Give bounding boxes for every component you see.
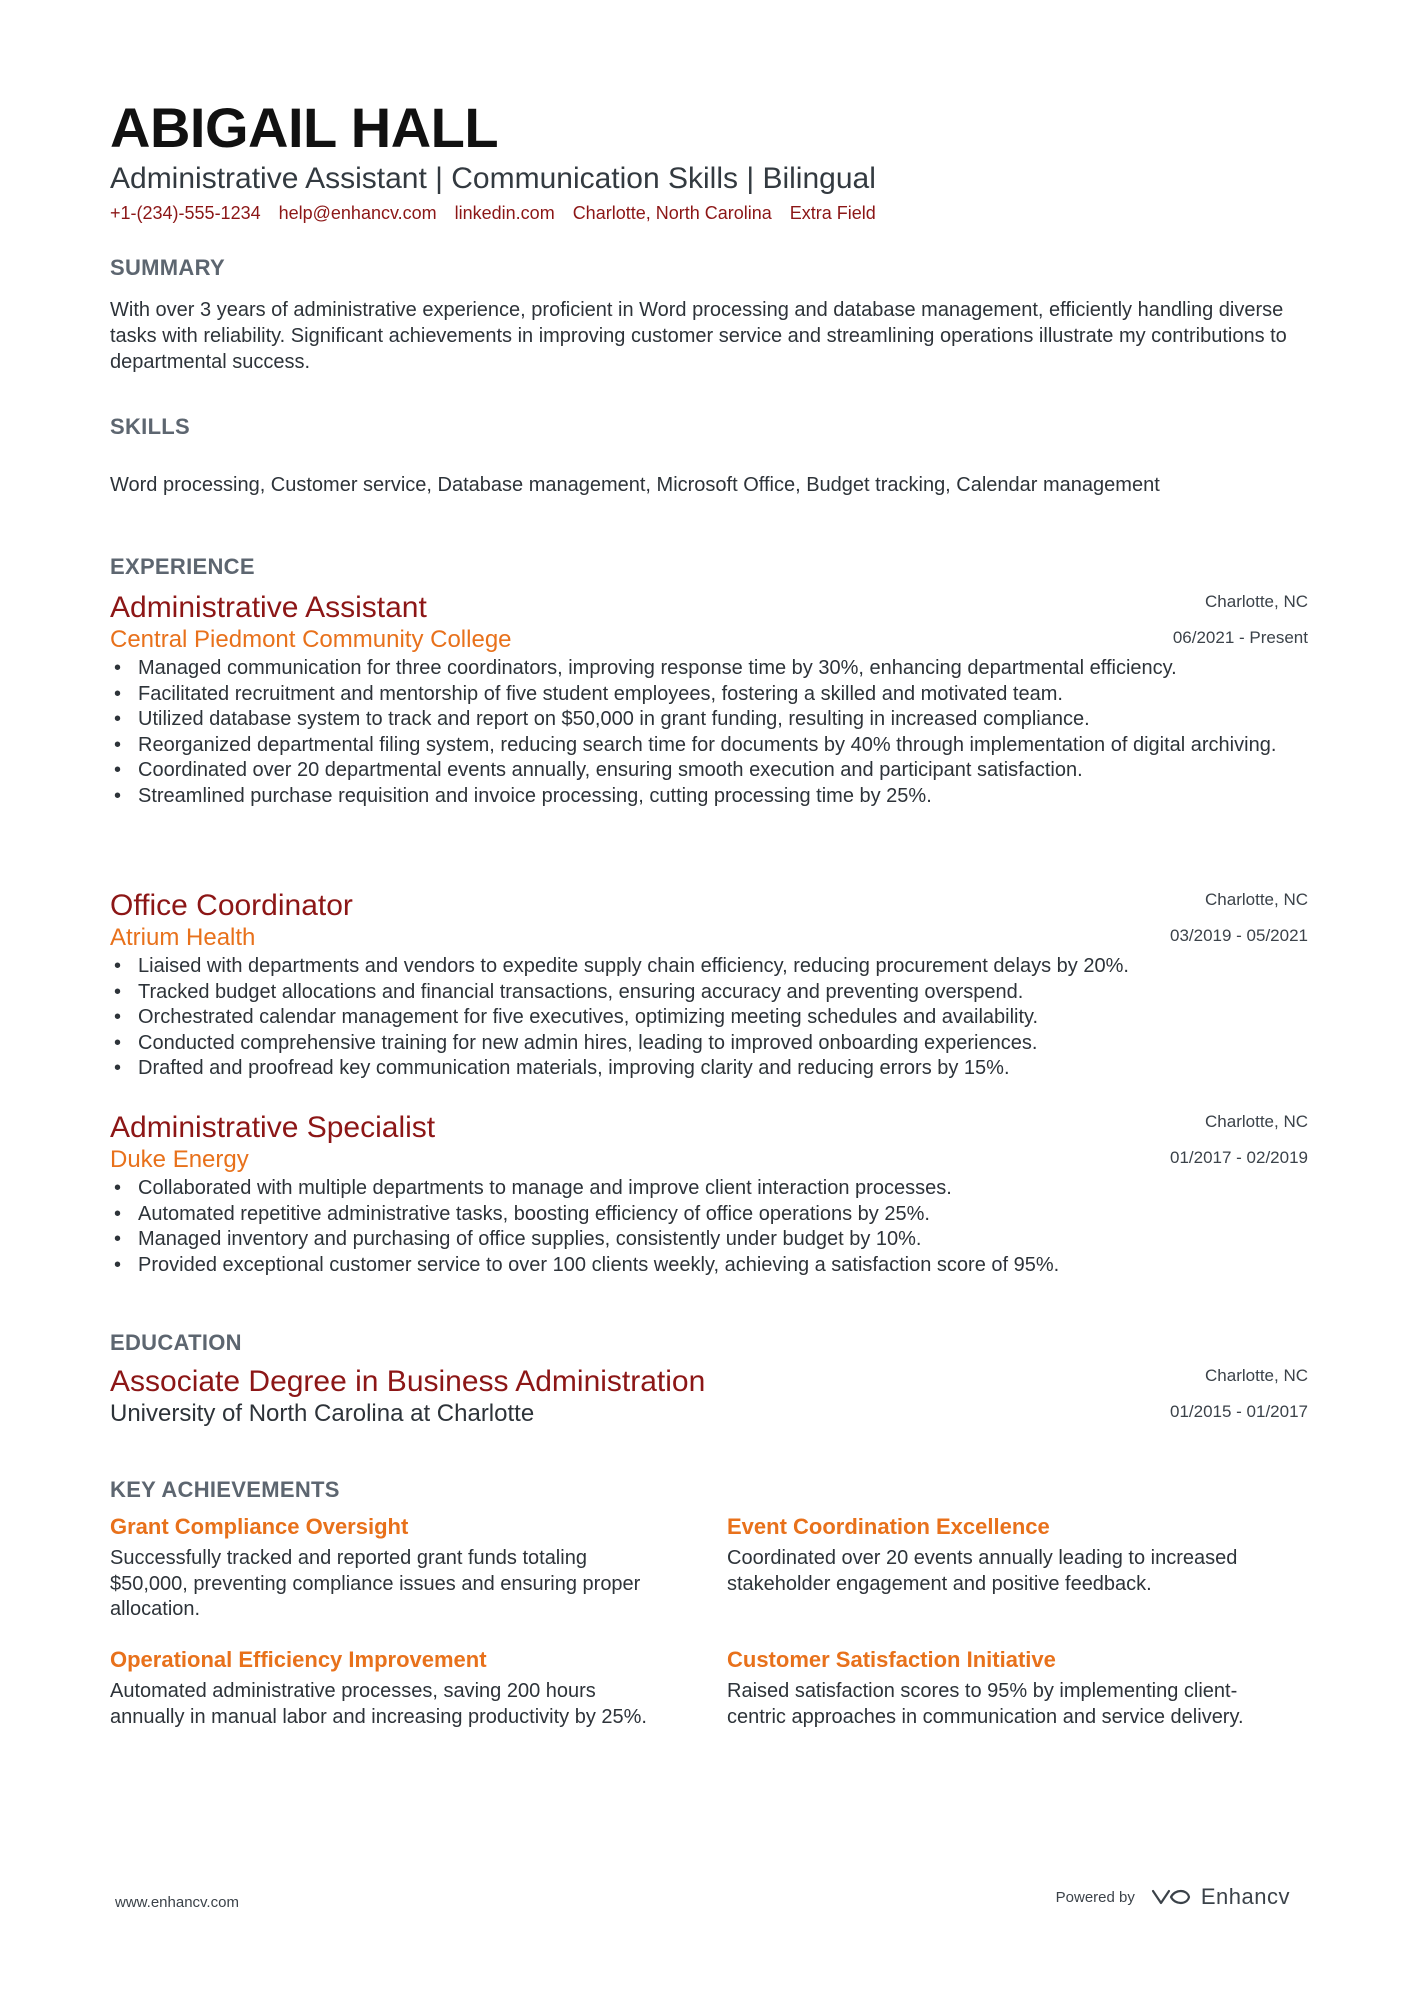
job-bullets bbox=[110, 954, 1298, 1082]
school-name: University of North Carolina at Charlotte bbox=[110, 1400, 535, 1427]
job-title: Administrative Assistant bbox=[110, 591, 427, 624]
enhancv-logo[interactable] bbox=[1149, 1884, 1290, 1910]
job-bullet: • Orchestrated calendar management for five executives, optimizing meeting schedules and availability. bbox=[138, 1005, 1298, 1031]
contact-location: Charlotte, North Carolina bbox=[572, 203, 772, 223]
job-location: Charlotte, NC bbox=[1205, 592, 1308, 611]
achievement-desc: Automated administrative processes, saving 200 hours annually in manual labor and increasing productivity by 25%. bbox=[110, 1680, 647, 1728]
job-bullet: • Collaborated with multiple departments to manage and improve client interaction processes. bbox=[138, 1176, 1298, 1202]
contact-email[interactable]: help@enhancv.com bbox=[278, 203, 437, 223]
achievement-item bbox=[727, 1512, 1287, 1597]
job-bullet: • Drafted and proofread key communication materials, improving clarity and reducing errors by 15%. bbox=[138, 1056, 1298, 1082]
job-location: Charlotte, NC bbox=[1205, 1112, 1308, 1131]
job-bullet: • Managed communication for three coordinators, improving response time by 30%, enhancing departmental efficiency. bbox=[138, 656, 1298, 682]
enhancv-logo-icon bbox=[1149, 1885, 1193, 1909]
achievement-item bbox=[727, 1645, 1287, 1730]
candidate-name: ABIGAIL HALL bbox=[110, 96, 499, 159]
contact-bar bbox=[110, 200, 876, 226]
job-bullet: • Utilized database system to track and report on $50,000 in grant funding, resulting in increased compliance. bbox=[138, 707, 1298, 733]
job-bullet: • Provided exceptional customer service to over 100 clients weekly, achieving a satisfaction score of 95%. bbox=[138, 1253, 1298, 1279]
summary-text: With over 3 years of administrative experience, proficient in Word processing and database management, efficiently handling diverse tasks with reliability. Significant achievements in improving customer service and streamlining operations illustrate my contributions to departmental success. bbox=[110, 299, 1287, 373]
job-location: Charlotte, NC bbox=[1205, 890, 1308, 909]
achievement-desc: Successfully tracked and reported grant funds totaling $50,000, preventing compliance issues and ensuring proper allocation. bbox=[110, 1547, 641, 1621]
job-bullet: • Facilitated recruitment and mentorship of five student employees, fostering a skilled and motivated team. bbox=[138, 682, 1298, 708]
education-dates: 01/2015 - 01/2017 bbox=[1169, 1402, 1308, 1421]
achievement-item bbox=[110, 1512, 670, 1623]
achievement-desc: Raised satisfaction scores to 95% by implementing client-centric approaches in communication and service delivery. bbox=[727, 1680, 1244, 1728]
contact-phone[interactable]: +1-(234)-555-1234 bbox=[110, 203, 261, 223]
skills-text: Word processing, Customer service, Database management, Microsoft Office, Budget tracking, Calendar management bbox=[110, 474, 1160, 496]
job-bullet: • Conducted comprehensive training for new admin hires, leading to improved onboarding experiences. bbox=[138, 1031, 1298, 1057]
skills-heading: SKILLS bbox=[110, 414, 191, 439]
achievement-title: Grant Compliance Oversight bbox=[110, 1514, 409, 1539]
achievement-title: Operational Efficiency Improvement bbox=[110, 1647, 487, 1672]
achievement-title: Event Coordination Excellence bbox=[727, 1514, 1050, 1539]
footer-website-link[interactable]: www.enhancv.com bbox=[115, 1894, 239, 1911]
job-company: Atrium Health bbox=[110, 924, 256, 951]
job-bullet: • Coordinated over 20 departmental events annually, ensuring smooth execution and participant satisfaction. bbox=[138, 758, 1298, 784]
achievement-desc: Coordinated over 20 events annually leading to increased stakeholder engagement and positive feedback. bbox=[727, 1547, 1238, 1595]
job-company: Central Piedmont Community College bbox=[110, 626, 512, 653]
footer-branding bbox=[1056, 1884, 1290, 1910]
job-company: Duke Energy bbox=[110, 1146, 249, 1173]
job-dates: 01/2017 - 02/2019 bbox=[1169, 1148, 1308, 1167]
job-bullet: • Automated repetitive administrative tasks, boosting efficiency of office operations by 25%. bbox=[138, 1202, 1298, 1228]
job-title: Administrative Specialist bbox=[110, 1111, 436, 1144]
job-bullet: • Liaised with departments and vendors to expedite supply chain efficiency, reducing procurement delays by 20%. bbox=[138, 954, 1298, 980]
brand-name: Enhancv bbox=[1200, 1884, 1290, 1909]
achievements-heading: KEY ACHIEVEMENTS bbox=[110, 1477, 340, 1502]
candidate-headline: Administrative Assistant | Communication Skills | Bilingual bbox=[110, 162, 876, 195]
job-bullets bbox=[110, 1176, 1298, 1278]
contact-extra: Extra Field bbox=[789, 203, 876, 223]
job-dates: 03/2019 - 05/2021 bbox=[1169, 926, 1308, 945]
job-title: Office Coordinator bbox=[110, 889, 353, 922]
powered-by-label: Powered by bbox=[1055, 1888, 1135, 1906]
achievement-item bbox=[110, 1645, 670, 1730]
summary-heading: SUMMARY bbox=[110, 255, 225, 280]
experience-heading: EXPERIENCE bbox=[110, 554, 255, 579]
job-bullet: • Managed inventory and purchasing of office supplies, consistently under budget by 10%. bbox=[138, 1227, 1298, 1253]
achievement-title: Customer Satisfaction Initiative bbox=[727, 1647, 1056, 1672]
job-bullet: • Reorganized departmental filing system, reducing search time for documents by 40% through implementation of digital archiving. bbox=[138, 733, 1298, 759]
contact-linkedin[interactable]: linkedin.com bbox=[454, 203, 555, 223]
education-heading: EDUCATION bbox=[110, 1330, 242, 1355]
job-bullet: • Streamlined purchase requisition and invoice processing, cutting processing time by 25%. bbox=[138, 784, 1298, 810]
education-location: Charlotte, NC bbox=[1205, 1366, 1308, 1385]
degree-title: Associate Degree in Business Administration bbox=[110, 1365, 706, 1398]
job-bullets bbox=[110, 656, 1298, 810]
job-dates: 06/2021 - Present bbox=[1172, 628, 1308, 647]
job-bullet: • Tracked budget allocations and financial transactions, ensuring accuracy and preventing overspend. bbox=[138, 980, 1298, 1006]
